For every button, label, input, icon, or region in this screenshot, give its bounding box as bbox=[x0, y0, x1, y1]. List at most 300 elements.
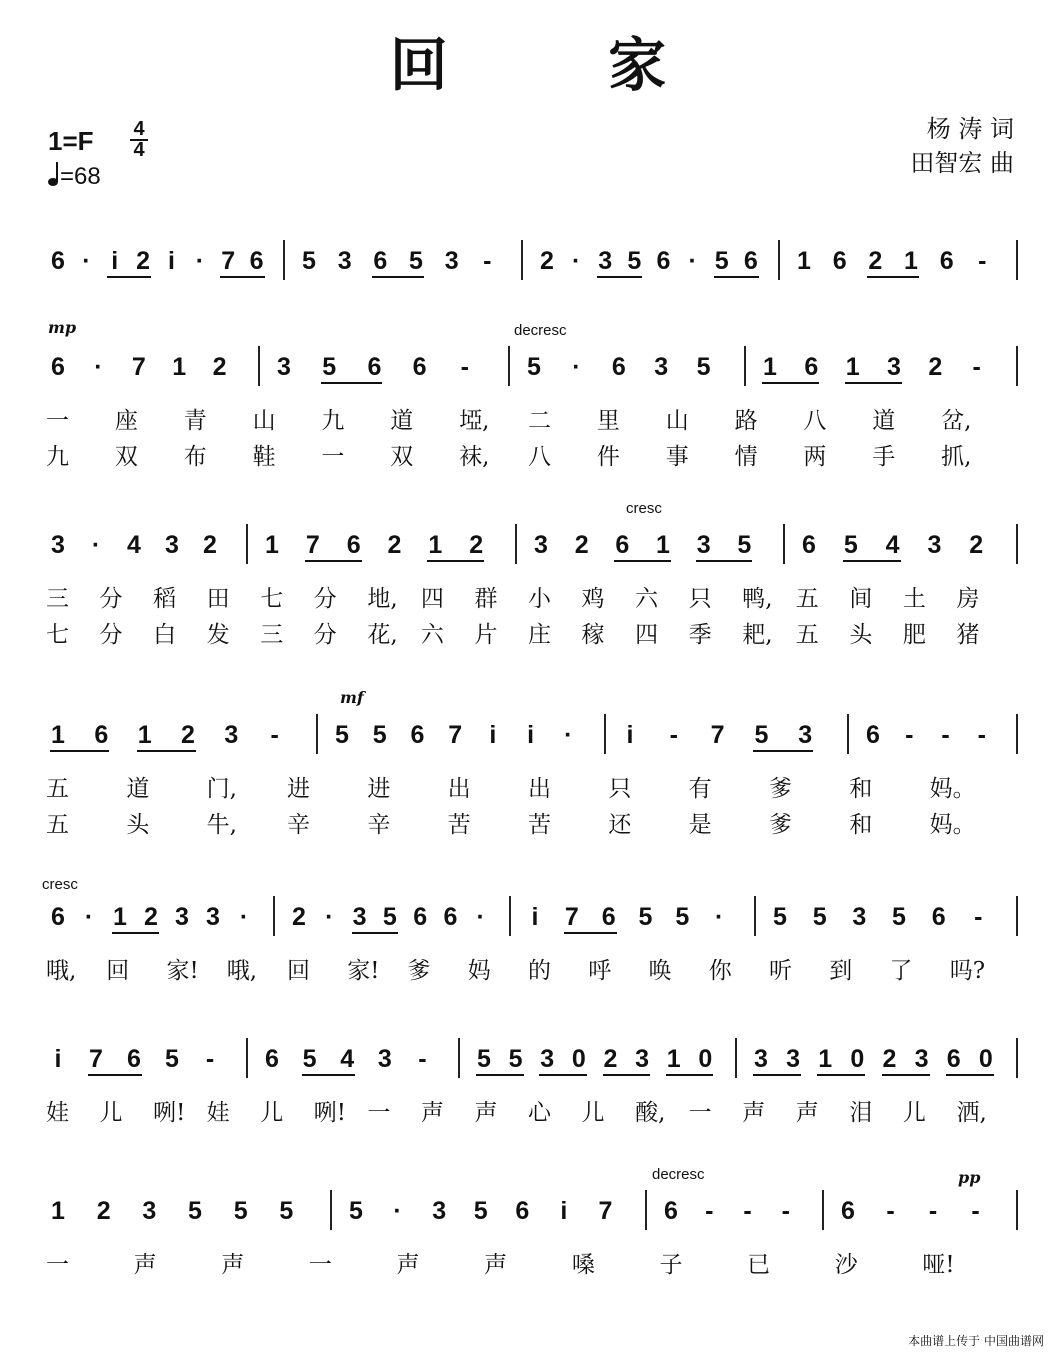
bar-line bbox=[1016, 1190, 1018, 1230]
lyric-char: 山 bbox=[665, 408, 689, 434]
beam-underline bbox=[352, 932, 398, 934]
note: 5 bbox=[773, 903, 787, 931]
beam-underline bbox=[539, 1074, 587, 1076]
note: 2 bbox=[868, 247, 883, 275]
dot-mark: · bbox=[564, 721, 573, 749]
note: 6 bbox=[866, 721, 880, 749]
note: 7 bbox=[448, 721, 463, 749]
lyric-char: 咧! bbox=[153, 1100, 186, 1126]
lyric-char: 哦, bbox=[226, 958, 258, 984]
note: 3 bbox=[206, 903, 220, 931]
lyric-char: 声 bbox=[221, 1252, 245, 1278]
lyric-char: 白 bbox=[153, 622, 177, 648]
note: 6 bbox=[127, 1045, 141, 1073]
lyric-char: 爹 bbox=[407, 958, 431, 984]
lyric-char: 六 bbox=[635, 586, 659, 612]
note: 6 bbox=[51, 247, 65, 275]
beam-underline bbox=[666, 1074, 714, 1076]
lyric-char: 季 bbox=[688, 622, 712, 648]
note: 6 bbox=[601, 903, 616, 931]
bar-line bbox=[273, 896, 275, 936]
lyric-char: 五 bbox=[46, 812, 69, 838]
note: 5 bbox=[754, 721, 769, 749]
note: 2 bbox=[181, 721, 195, 749]
lyric-char: 稻 bbox=[153, 586, 177, 612]
lyric-char: 只 bbox=[688, 586, 712, 612]
lyric-char: 唤 bbox=[648, 958, 672, 984]
beam-underline bbox=[946, 1074, 994, 1076]
lyric-char: 已 bbox=[747, 1252, 771, 1278]
lyric-char: 青 bbox=[183, 408, 207, 434]
time-signature bbox=[128, 120, 150, 160]
note: 0 bbox=[571, 1045, 586, 1073]
lyric-char: 事 bbox=[665, 444, 689, 470]
lyric-char: 家! bbox=[166, 958, 199, 984]
bar-line bbox=[458, 1038, 460, 1078]
dynamic-mp: mp bbox=[48, 318, 77, 337]
note: 5 bbox=[696, 353, 711, 381]
bar-line bbox=[1016, 1038, 1018, 1078]
lyric-char: 是 bbox=[688, 812, 712, 838]
lyric-char: 八 bbox=[528, 444, 551, 470]
lyric-char: 九 bbox=[321, 408, 345, 434]
dot-mark: · bbox=[393, 1197, 402, 1225]
lyric-char: 门, bbox=[206, 776, 237, 802]
note: 1 bbox=[137, 721, 152, 749]
hold-dash: - bbox=[270, 721, 279, 749]
lyric-char: 八 bbox=[803, 408, 827, 434]
hold-dash: - bbox=[974, 903, 983, 931]
note: 3 bbox=[224, 721, 239, 749]
note: 6 bbox=[413, 903, 428, 931]
note: 6 bbox=[443, 903, 458, 931]
hold-dash: - bbox=[669, 721, 678, 749]
lyric-char: 回 bbox=[287, 958, 310, 984]
note: 6 bbox=[939, 247, 954, 275]
bar-line bbox=[744, 346, 746, 386]
bar-line bbox=[645, 1190, 647, 1230]
bar-line bbox=[330, 1190, 332, 1230]
note: 6 bbox=[664, 1197, 678, 1225]
note: 7 bbox=[131, 353, 146, 381]
lyric-char: 土 bbox=[902, 586, 926, 612]
note: 5 bbox=[892, 903, 906, 931]
quarter-note-icon bbox=[48, 178, 58, 186]
lyric-char: 牛, bbox=[206, 812, 237, 838]
bar-line bbox=[521, 240, 523, 280]
note: 2 bbox=[574, 531, 589, 559]
note: 5 bbox=[322, 353, 337, 381]
lyric-char: 肥 bbox=[902, 622, 926, 648]
lyric-char: 一 bbox=[688, 1100, 712, 1126]
lyric-char: 头 bbox=[126, 812, 150, 838]
lyric-char: 路 bbox=[734, 408, 758, 434]
note: 6 bbox=[615, 531, 630, 559]
note: 5 bbox=[188, 1197, 202, 1225]
note: 3 bbox=[51, 531, 65, 559]
lyric-char: 五 bbox=[795, 586, 819, 612]
lyric-char: 道 bbox=[390, 408, 414, 434]
lyric-char: 妈 bbox=[467, 958, 491, 984]
note: i bbox=[54, 1045, 62, 1073]
lyric-char: 只 bbox=[608, 776, 632, 802]
note: 6 bbox=[743, 247, 758, 275]
bar-line bbox=[508, 346, 510, 386]
dot-mark: · bbox=[572, 353, 581, 381]
note: 5 bbox=[382, 903, 397, 931]
lyric-char: 进 bbox=[367, 776, 391, 802]
bar-line bbox=[778, 240, 780, 280]
bar-line bbox=[283, 240, 285, 280]
note: 3 bbox=[352, 903, 367, 931]
tempo-value: =68 bbox=[60, 163, 101, 190]
lyric-char: 发 bbox=[206, 622, 230, 648]
note: 3 bbox=[927, 531, 942, 559]
time-signature-top: 4 bbox=[133, 118, 145, 140]
lyric-char: 分 bbox=[313, 622, 337, 648]
beam-underline bbox=[564, 932, 617, 934]
lyric-char: 分 bbox=[313, 586, 337, 612]
lyric-char: 五 bbox=[46, 776, 69, 802]
lyric-char: 了 bbox=[889, 958, 913, 984]
hold-dash: - bbox=[905, 721, 914, 749]
note: 3 bbox=[175, 903, 189, 931]
lyric-char: 声 bbox=[484, 1252, 508, 1278]
beam-underline bbox=[845, 382, 902, 384]
lyric-char: 片 bbox=[474, 622, 498, 648]
note: 2 bbox=[882, 1045, 897, 1073]
note: 6 bbox=[249, 247, 264, 275]
dot-mark: · bbox=[91, 531, 101, 559]
lyric-char: 四 bbox=[420, 586, 444, 612]
note: 3 bbox=[277, 353, 291, 381]
beam-underline bbox=[88, 1074, 142, 1076]
hold-dash: - bbox=[743, 1197, 752, 1225]
lyric-char: 九 bbox=[46, 444, 69, 470]
lyric-char: 分 bbox=[99, 586, 123, 612]
note: 1 bbox=[818, 1045, 833, 1073]
lyric-char: 声 bbox=[396, 1252, 420, 1278]
note: 6 bbox=[373, 247, 388, 275]
beam-underline bbox=[714, 276, 759, 278]
key-signature: 1=F bbox=[48, 126, 94, 156]
note: 3 bbox=[444, 247, 459, 275]
bar-line bbox=[735, 1038, 737, 1078]
lyric-char: 苦 bbox=[447, 812, 471, 838]
note: 1 bbox=[797, 247, 811, 275]
lyric-char: 娃 bbox=[206, 1100, 230, 1126]
lyric-char: 一 bbox=[321, 444, 345, 470]
bar-line bbox=[604, 714, 606, 754]
note: 5 bbox=[302, 247, 316, 275]
dynamic-cresc2: cresc bbox=[42, 876, 78, 893]
lyric-char: 袜, bbox=[459, 444, 490, 470]
note: 4 bbox=[127, 531, 141, 559]
beam-underline bbox=[762, 382, 819, 384]
note: 7 bbox=[710, 721, 725, 749]
lyric-char: 道 bbox=[126, 776, 150, 802]
dynamic-pp: pp bbox=[958, 1168, 981, 1187]
lyric-char: 咧! bbox=[313, 1100, 347, 1126]
note: 6 bbox=[832, 247, 847, 275]
note: i bbox=[531, 903, 539, 931]
lyric-char: 埡, bbox=[459, 408, 490, 434]
lyric-char: 鸭, bbox=[742, 586, 773, 612]
note: 1 bbox=[904, 247, 918, 275]
bar-line bbox=[1016, 524, 1018, 564]
tempo-marking bbox=[48, 163, 101, 191]
bar-line bbox=[754, 896, 756, 936]
bar-line bbox=[316, 714, 318, 754]
beam-underline bbox=[305, 560, 362, 562]
lyric-char: 儿 bbox=[99, 1100, 123, 1126]
beam-underline bbox=[112, 932, 159, 934]
note: 3 bbox=[852, 903, 867, 931]
beam-underline bbox=[50, 750, 109, 752]
lyric-char: 七 bbox=[46, 622, 69, 648]
hold-dash: - bbox=[971, 1197, 980, 1225]
lyric-char: 回 bbox=[106, 958, 130, 984]
note: i bbox=[111, 247, 119, 275]
footer-note: 本曲谱上传于 中国曲谱网 bbox=[908, 1334, 1044, 1348]
lyric-char: 七 bbox=[260, 586, 284, 612]
note: 5 bbox=[627, 247, 642, 275]
note: 1 bbox=[845, 353, 860, 381]
song-title: 回 家 bbox=[389, 31, 737, 99]
lyric-char: 声 bbox=[474, 1100, 498, 1126]
lyric-char: 苦 bbox=[528, 812, 551, 838]
note: 3 bbox=[534, 531, 548, 559]
note: 3 bbox=[432, 1197, 447, 1225]
note: 5 bbox=[409, 247, 423, 275]
note: 7 bbox=[89, 1045, 103, 1073]
note: 6 bbox=[412, 353, 427, 381]
note: 5 bbox=[638, 903, 653, 931]
note: 1 bbox=[428, 531, 443, 559]
beam-underline bbox=[372, 276, 424, 278]
hold-dash: - bbox=[205, 1045, 215, 1073]
beam-underline bbox=[882, 1074, 930, 1076]
time-signature-bottom: 4 bbox=[133, 139, 145, 161]
lyric-char: 酸, bbox=[635, 1100, 666, 1126]
note: 7 bbox=[564, 903, 579, 931]
hold-dash: - bbox=[418, 1045, 427, 1073]
note: 5 bbox=[335, 721, 349, 749]
note: 0 bbox=[978, 1045, 993, 1073]
lyric-char: 房 bbox=[956, 586, 980, 612]
lyric-char: 声 bbox=[420, 1100, 444, 1126]
lyric-char: 三 bbox=[260, 622, 284, 648]
note: 5 bbox=[473, 1197, 488, 1225]
lyric-char: 岔, bbox=[941, 408, 972, 434]
lyric-char: 出 bbox=[447, 776, 471, 802]
bar-line bbox=[258, 346, 260, 386]
dynamic-cresc1: cresc bbox=[626, 500, 662, 517]
note: 3 bbox=[798, 721, 813, 749]
lyric-char: 田 bbox=[206, 586, 230, 612]
note: 2 bbox=[144, 903, 158, 931]
lyric-char: 山 bbox=[252, 408, 276, 434]
hold-dash: - bbox=[978, 247, 987, 275]
beam-underline bbox=[321, 382, 382, 384]
note: 5 bbox=[302, 1045, 317, 1073]
note: 3 bbox=[654, 353, 669, 381]
hold-dash: - bbox=[977, 721, 986, 749]
lyric-char: 二 bbox=[528, 408, 551, 434]
lyric-char: 呼 bbox=[588, 958, 612, 984]
note: 5 bbox=[165, 1045, 179, 1073]
lyric-char: 小 bbox=[528, 586, 551, 612]
lyric-char: 听 bbox=[769, 958, 792, 984]
note: 6 bbox=[367, 353, 382, 381]
lyric-char: 和 bbox=[849, 812, 873, 838]
note: 3 bbox=[887, 353, 901, 381]
note: 2 bbox=[96, 1197, 111, 1225]
lyric-char: 猪 bbox=[956, 622, 980, 648]
lyric-char: 鸡 bbox=[581, 586, 605, 612]
beam-underline bbox=[817, 1074, 865, 1076]
dot-mark: · bbox=[239, 903, 249, 931]
lyric-char: 家! bbox=[347, 958, 380, 984]
note: 3 bbox=[142, 1197, 157, 1225]
lyric-char: 花, bbox=[367, 622, 398, 648]
note: 0 bbox=[698, 1045, 713, 1073]
note: 2 bbox=[136, 247, 151, 275]
bar-line bbox=[847, 714, 849, 754]
note: 6 bbox=[346, 531, 361, 559]
note: 5 bbox=[843, 531, 858, 559]
lyric-char: 儿 bbox=[581, 1100, 605, 1126]
lyric-char: 鞋 bbox=[252, 444, 276, 470]
note: 6 bbox=[51, 903, 65, 931]
dot-mark: · bbox=[688, 247, 697, 275]
note: 1 bbox=[172, 353, 187, 381]
note: i bbox=[527, 721, 535, 749]
lyric-char: 情 bbox=[734, 444, 758, 470]
lyric-char: 头 bbox=[849, 622, 873, 648]
note: 3 bbox=[377, 1045, 392, 1073]
note: 3 bbox=[696, 531, 711, 559]
dot-mark: · bbox=[571, 247, 581, 275]
note: 5 bbox=[279, 1197, 294, 1225]
lyric-char: 四 bbox=[635, 622, 659, 648]
lyric-char: 嗓 bbox=[571, 1252, 595, 1278]
beam-underline bbox=[603, 1074, 651, 1076]
beam-underline bbox=[220, 276, 264, 278]
note: 4 bbox=[885, 531, 900, 559]
hold-dash: - bbox=[781, 1197, 790, 1225]
note: 2 bbox=[387, 531, 402, 559]
note: 5 bbox=[233, 1197, 248, 1225]
note: 6 bbox=[51, 353, 65, 381]
lyric-char: 爹 bbox=[769, 812, 792, 838]
lyric-char: 耙, bbox=[742, 622, 773, 648]
hold-dash: - bbox=[705, 1197, 714, 1225]
note: 6 bbox=[804, 353, 819, 381]
note: 1 bbox=[51, 721, 65, 749]
note: 2 bbox=[203, 531, 217, 559]
note: 6 bbox=[931, 903, 946, 931]
note: 5 bbox=[372, 721, 387, 749]
note: 1 bbox=[265, 531, 279, 559]
note: 7 bbox=[598, 1197, 613, 1225]
note: 6 bbox=[841, 1197, 855, 1225]
lyric-char: 声 bbox=[795, 1100, 819, 1126]
lyric-char: 娃 bbox=[46, 1100, 69, 1126]
note: 4 bbox=[340, 1045, 355, 1073]
note: 3 bbox=[754, 1045, 768, 1073]
beam-underline bbox=[302, 1074, 356, 1076]
lyric-char: 哦, bbox=[46, 958, 77, 984]
note: 6 bbox=[802, 531, 816, 559]
note: i bbox=[626, 721, 634, 749]
lyric-char: 子 bbox=[659, 1252, 683, 1278]
note: 1 bbox=[763, 353, 777, 381]
lyric-char: 儿 bbox=[902, 1100, 926, 1126]
dynamic-decresc1: decresc bbox=[514, 322, 567, 339]
lyric-char: 群 bbox=[474, 586, 498, 612]
note: 5 bbox=[527, 353, 541, 381]
lyric-char: 间 bbox=[849, 586, 873, 612]
note: 6 bbox=[265, 1045, 279, 1073]
lyric-char: 件 bbox=[596, 444, 620, 470]
dynamic-mf: mf bbox=[340, 688, 364, 707]
bar-line bbox=[1016, 240, 1018, 280]
note: 2 bbox=[212, 353, 227, 381]
note: i bbox=[168, 247, 175, 275]
bar-line bbox=[1016, 346, 1018, 386]
beam-underline bbox=[476, 1074, 524, 1076]
lyric-char: 五 bbox=[795, 622, 819, 648]
note: 3 bbox=[598, 247, 613, 275]
hold-dash: - bbox=[886, 1197, 895, 1225]
lyric-char: 抓, bbox=[941, 444, 972, 470]
lyric-char: 里 bbox=[596, 408, 620, 434]
lyric-char: 道 bbox=[872, 408, 896, 434]
lyric-char: 声 bbox=[133, 1252, 157, 1278]
note: 7 bbox=[221, 247, 236, 275]
bar-line bbox=[822, 1190, 824, 1230]
lyric-char: 庄 bbox=[528, 622, 551, 648]
note: 5 bbox=[714, 247, 729, 275]
note: 5 bbox=[477, 1045, 491, 1073]
lyric-char: 一 bbox=[367, 1100, 391, 1126]
lyric-char: 六 bbox=[420, 622, 444, 648]
note: 6 bbox=[94, 721, 109, 749]
hold-dash: - bbox=[928, 1197, 938, 1225]
dot-mark: · bbox=[195, 247, 205, 275]
bar-line bbox=[246, 1038, 248, 1078]
note: 5 bbox=[675, 903, 690, 931]
lyric-char: 分 bbox=[99, 622, 123, 648]
dot-mark: · bbox=[94, 353, 103, 381]
note: 5 bbox=[508, 1045, 523, 1073]
dynamic-decresc2: decresc bbox=[652, 1166, 705, 1183]
dot-mark: · bbox=[714, 903, 724, 931]
lyric-char: 双 bbox=[390, 444, 414, 470]
note: 0 bbox=[850, 1045, 865, 1073]
lyric-char: 布 bbox=[183, 444, 207, 470]
credits bbox=[910, 112, 1014, 180]
beam-underline bbox=[107, 276, 151, 278]
note: 5 bbox=[812, 903, 827, 931]
note: 1 bbox=[51, 1197, 65, 1225]
lyric-char: 还 bbox=[608, 812, 632, 838]
beam-underline bbox=[753, 750, 813, 752]
lyric-char: 吗? bbox=[949, 958, 986, 984]
bar-line bbox=[783, 524, 785, 564]
lyric-char: 手 bbox=[872, 444, 896, 470]
